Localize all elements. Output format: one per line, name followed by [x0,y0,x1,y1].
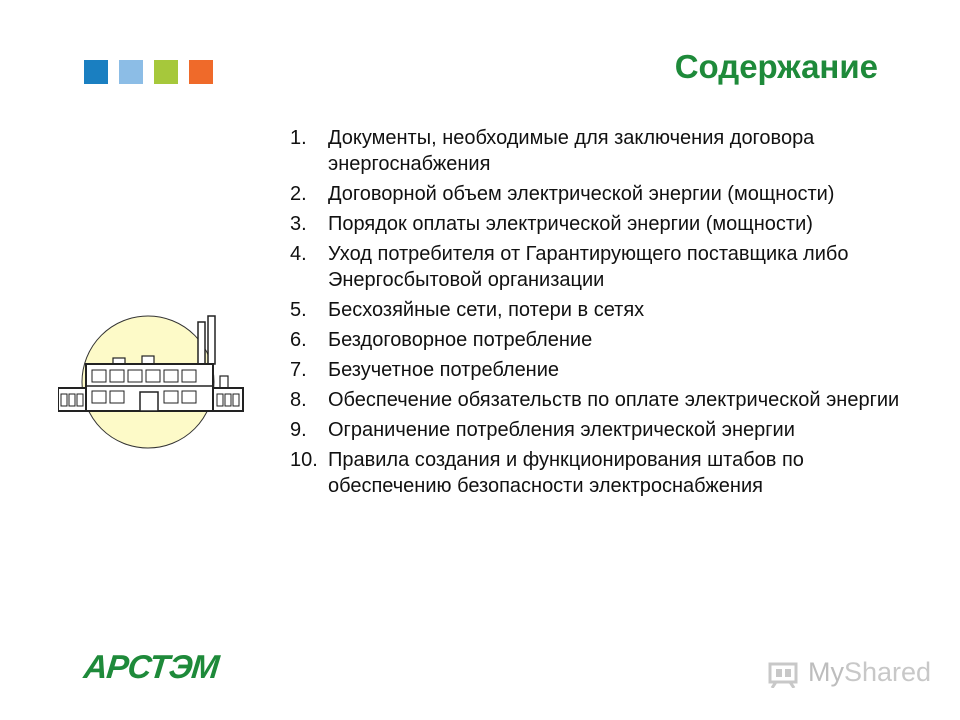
item-number: 1. [290,127,307,149]
item-number: 4. [290,243,307,265]
list-item [290,297,910,323]
list-item [290,387,910,413]
accent-squares [84,60,213,84]
accent-square [119,60,143,84]
item-number: 2. [290,183,307,205]
item-number: 8. [290,389,307,411]
accent-square [84,60,108,84]
list-item [290,327,910,353]
item-text: Бездоговорное потребление [328,329,593,351]
item-number: 3. [290,213,307,235]
item-number: 6. [290,329,307,351]
accent-square [154,60,178,84]
watermark-text-a: My [808,657,844,687]
watermark-text-b: Shared [844,657,932,687]
projector-icon [768,658,802,688]
list-item [290,241,910,293]
contents-list [290,125,910,503]
item-text: Порядок оплаты электрической энергии (мощности) [328,213,813,235]
item-number: 7. [290,359,307,381]
list-item [290,181,910,207]
list-item [290,447,910,499]
factory-icon [58,312,278,462]
list-item [290,417,910,443]
item-number: 10. [290,449,318,471]
item-number: 5. [290,299,307,321]
company-logo: АРСТЭМ [82,648,221,685]
list-item [290,211,910,237]
item-text: Ограничение потребления электрической энергии [328,419,795,441]
item-text: Правила создания и функционирования штабов по обеспечению безопасности электроснабжения [328,449,804,497]
item-text: Документы, необходимые для заключения договора энергоснабжения [328,127,815,175]
watermark-text [808,657,931,688]
list-item [290,125,910,177]
item-text: Обеспечение обязательств по оплате электрической энергии [328,389,900,411]
item-text: Уход потребителя от Гарантирующего поставщика либо Энергосбытовой организации [328,243,849,291]
item-text: Договорной объем электрической энергии (мощности) [328,183,835,205]
item-number: 9. [290,419,307,441]
slide-title: Содержание [674,48,878,85]
watermark [768,657,931,688]
item-text: Безучетное потребление [328,359,560,381]
item-text: Бесхозяйные сети, потери в сетях [328,299,645,321]
list-item [290,357,910,383]
accent-square [189,60,213,84]
